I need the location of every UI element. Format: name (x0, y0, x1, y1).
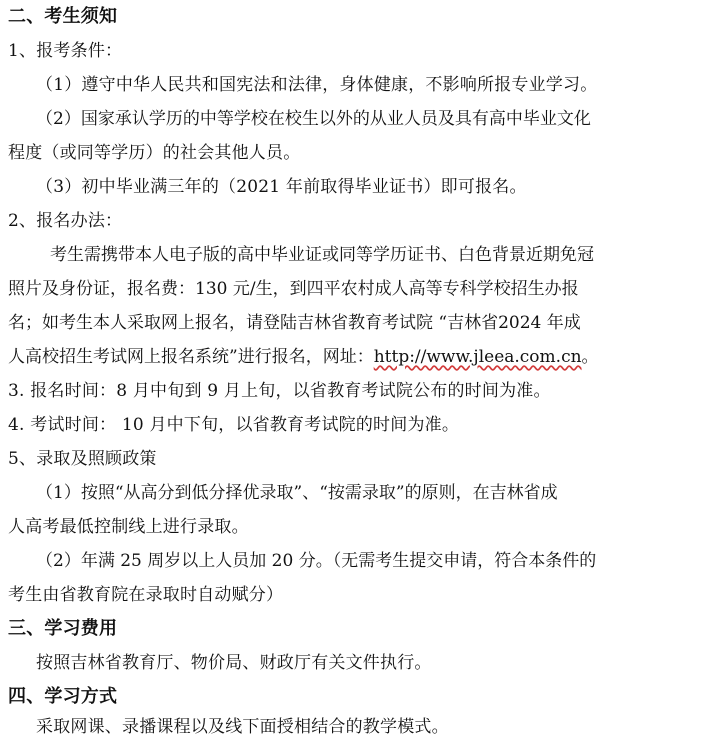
item-2-line4-prefix: 人高校招生考试网上报名系统”进行报名，网址： (8, 347, 374, 367)
item-3: 3. 报名时间：8 月中旬到 9 月上旬，以省教育考试院公布的时间为准。 (8, 381, 551, 401)
item-5-p1-line2: 人高考最低控制线上进行录取。 (8, 517, 249, 537)
item-2-line4 (8, 346, 717, 368)
item-4: 4. 考试时间： 10 月中下旬，以省教育考试院的时间为准。 (8, 415, 460, 435)
section-2-title: 二、考生须知 (8, 6, 118, 27)
item-1-p2-line1: （2）国家承认学历的中等学校在校生以外的从业人员及具有高中毕业文化 (36, 109, 591, 129)
item-2-line3: 名；如考生本人采取网上报名，请登陆吉林省教育考试院 “吉林省2024 年成 (8, 313, 581, 333)
website-url-link[interactable]: http://www.jleea.com.cn (373, 347, 582, 367)
section-3-text: 按照吉林省教育厅、物价局、财政厅有关文件执行。 (36, 653, 432, 673)
item-5-p2-line2: 考生由省教育院在录取时自动赋分） (8, 585, 284, 605)
item-5-p2-line1: （2）年满 25 周岁以上人员加 20 分。（无需考生提交申请，符合本条件的 (36, 551, 597, 571)
section-3-title: 三、学习费用 (8, 618, 118, 639)
item-1-label: 1、报考条件： (8, 41, 123, 61)
item-2-line2: 照片及身份证，报名费：130 元/生，到四平农村成人高等专科学校招生办报 (8, 279, 579, 299)
item-1-p2-line2: 程度（或同等学历）的社会其他人员。 (8, 143, 301, 163)
item-1-p1: （1）遵守中华人民共和国宪法和法律，身体健康，不影响所报专业学习。 (36, 75, 598, 95)
item-5-label: 5、录取及照顾政策 (8, 449, 157, 469)
item-1-p3: （3）初中毕业满三年的（2021 年前取得毕业证书）即可报名。 (36, 177, 527, 197)
item-2-line1: 考生需携带本人电子版的高中毕业证或同等学历证书、白色背景近期免冠 (50, 245, 594, 265)
item-2-label: 2、报名办法： (8, 211, 123, 231)
item-5-p1-line1: （1）按照“从高分到低分择优录取”、“按需录取”的原则，在吉林省成 (36, 483, 558, 503)
section-4-title: 四、学习方式 (8, 686, 118, 707)
item-2-line4-suffix: 。 (581, 347, 599, 367)
section-4-text: 采取网课、录播课程以及线下面授相结合的教学模式。 (36, 717, 449, 737)
